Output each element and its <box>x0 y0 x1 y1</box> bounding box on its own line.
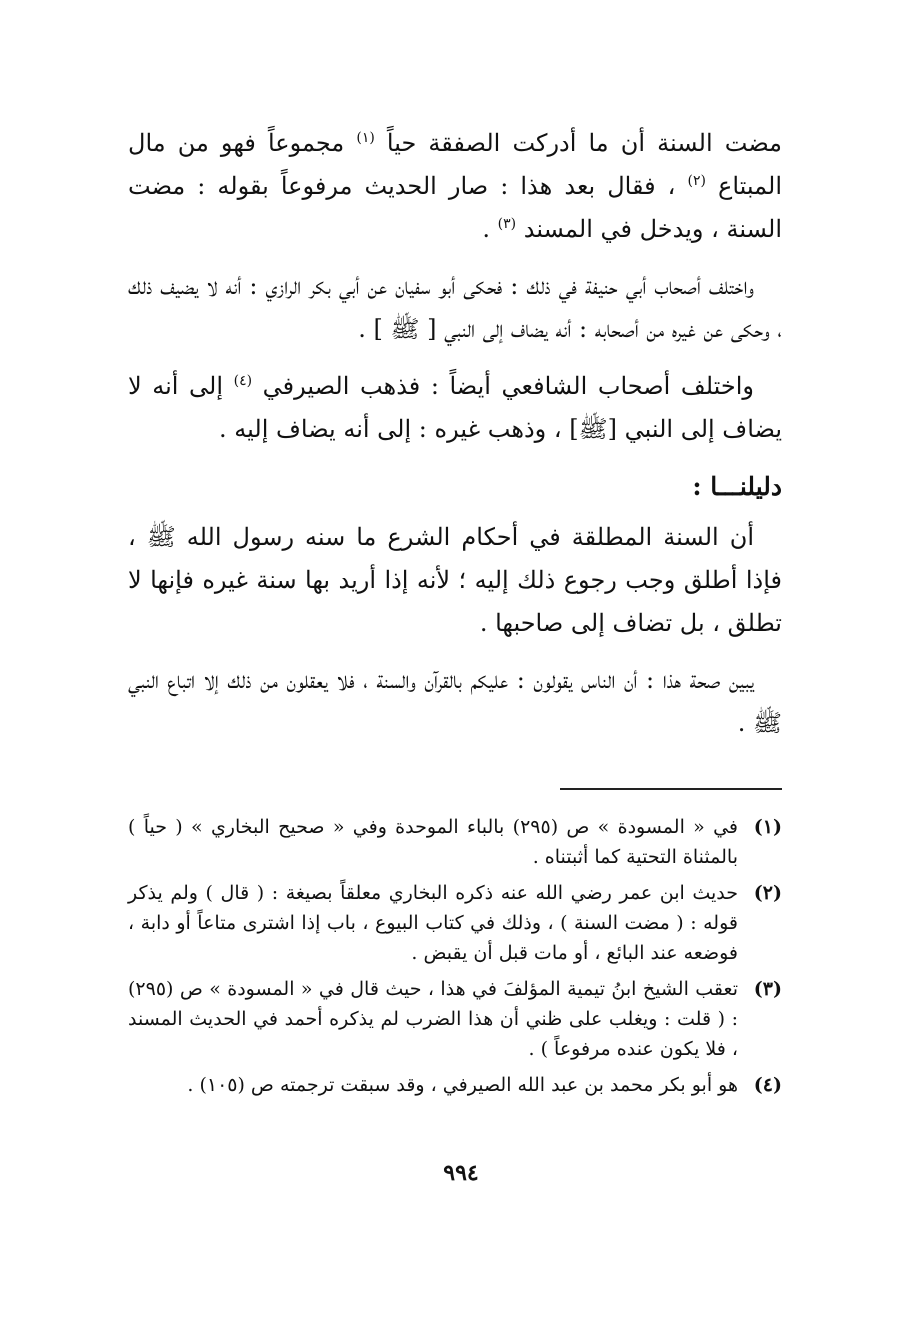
footnote-number: (٣) <box>753 978 782 1000</box>
footnote-ref-1[interactable]: (١) <box>356 130 375 146</box>
page-number: ٩٩٤ <box>443 1160 479 1186</box>
footnote-4 <box>128 1070 782 1100</box>
paragraph-3-text-b: إلى أنه لا يضاف إلى النبي [ﷺ] ، وذهب غيره : إلى أنه يضاف إليه . <box>128 372 782 443</box>
paragraph-1-text-b: مجموعاً فهو من مال المبتاع <box>128 129 782 200</box>
paragraph-1-text-a: مضت السنة أن ما أدركت الصفقة حياً <box>386 129 782 157</box>
paragraph-3-text-a: واختلف أصحاب الشافعي أيضاً : فذهب الصيرفي <box>262 372 754 400</box>
paragraph-4: أن السنة المطلقة في أحكام الشرع ما سنه رسول الله ﷺ ، فإذا أطلق وجب رجوع ذلك إليه ؛ لأنه إذا أريد بها سنة غيره فإنها لا تطلق ، بل تضاف إلى صاحبها . <box>128 523 782 637</box>
footnote-text: تعقب الشيخ ابنُ تيمية المؤلفَ في هذا ، حيث قال في « المسودة » ص (٢٩٥) : ( قلت : ويغلب على ظني أن هذا الضرب لم يذكره أحمد في الحديث المسند ، فلا يكون عنده مرفوعاً ) . <box>128 978 738 1060</box>
main-text <box>128 122 782 759</box>
footnote-3 <box>128 974 782 1064</box>
footnote-text: هو أبو بكر محمد بن عبد الله الصيرفي ، وقد سبقت ترجمته ص (١٠٥) . <box>187 1074 738 1096</box>
footnote-ref-3[interactable]: (٣) <box>497 216 517 232</box>
footnote-2 <box>128 878 782 968</box>
paragraph-3 <box>128 365 782 451</box>
footnote-ref-4[interactable]: (٤) <box>233 373 253 389</box>
footnote-ref-2[interactable]: (٢) <box>687 173 706 189</box>
footnote-1 <box>128 812 782 872</box>
footnote-number: (١) <box>753 816 782 838</box>
paragraph-5: يبين صحة هذا : أن الناس يقولون : عليكم بالقرآن والسنة ، فلا يعقلون من ذلك إلا اتباع النبي ﷺ . <box>128 666 782 737</box>
footnote-divider <box>560 788 782 790</box>
paragraph-2: واختلف أصحاب أبي حنيفة في ذلك : فحكى أبو سفيان عن أبي بكر الرازي : أنه لا يضيف ذلك ، وحكى عن غيره من أصحابه : أنه يضاف إلى النبي [ ﷺ ] . <box>128 272 782 343</box>
footnote-text: في « المسودة » ص (٢٩٥) بالباء الموحدة وفي « صحيح البخاري » ( حياً ) بالمثناة التحتية كما أثبتناه . <box>128 816 738 868</box>
paragraph-1-end: . <box>482 215 491 243</box>
paragraph-1-text-c: ، فقال بعد هذا : صار الحديث مرفوعاً بقوله : مضت السنة ، ويدخل في المسند <box>128 172 782 243</box>
footnote-text: حديث ابن عمر رضي الله عنه ذكره البخاري معلقاً بصيغة : ( قال ) ولم يذكر قوله : ( مضت السنة ) ، وذلك في كتاب البيوع ، باب إذا اشترى متاعاً أو دابة ، فوضعه عند البائع ، أو مات قبل أن يقبض . <box>128 882 738 964</box>
footnote-number: (٤) <box>753 1074 782 1096</box>
footnotes <box>128 812 782 1106</box>
paragraph-1 <box>128 122 782 251</box>
footnote-number: (٢) <box>753 882 782 904</box>
section-heading: دليلنـــا : <box>692 472 782 501</box>
